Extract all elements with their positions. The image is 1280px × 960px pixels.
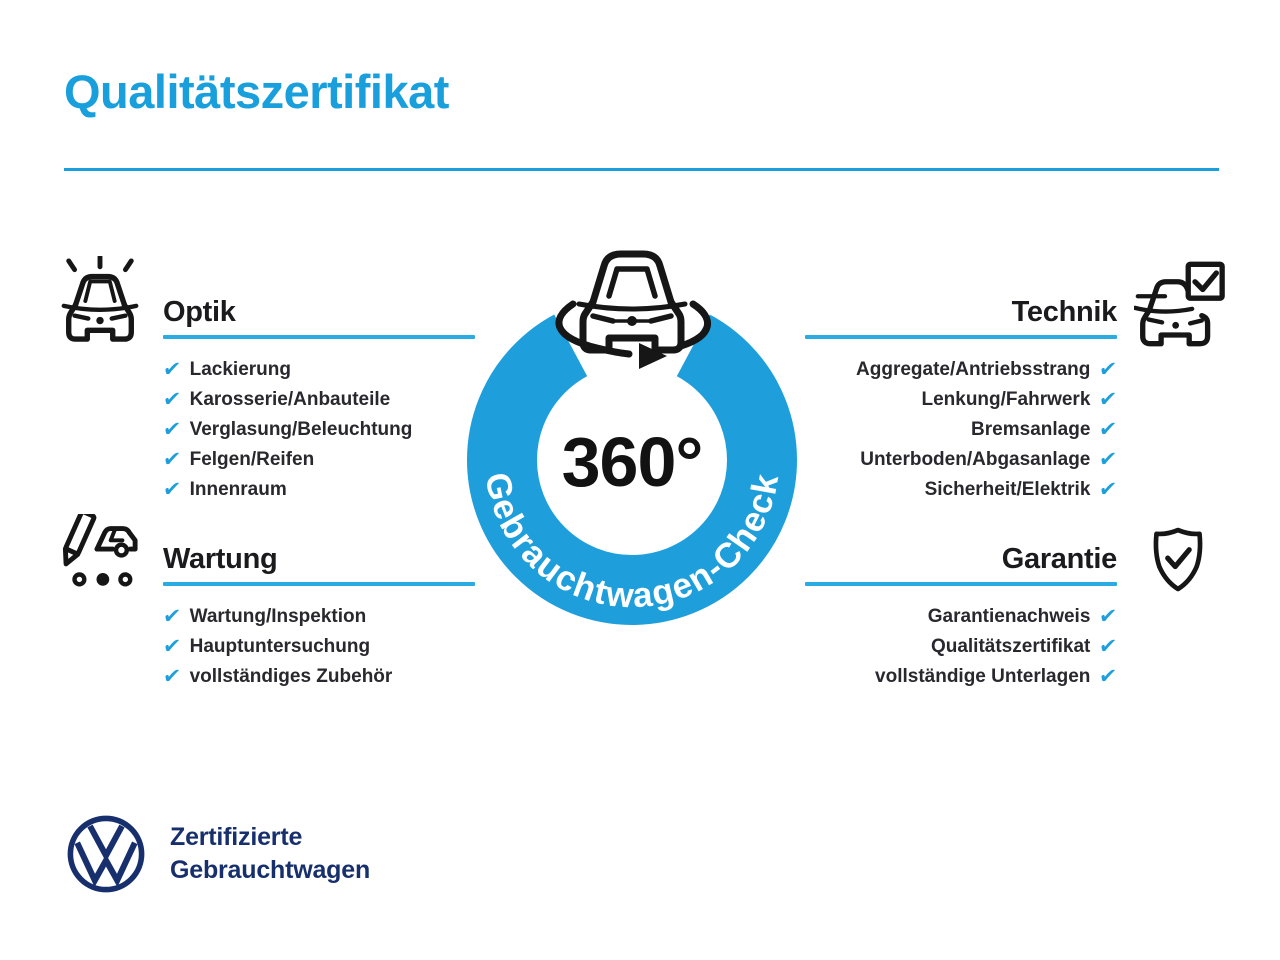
vw-logo [66, 814, 146, 894]
check-icon: ✔ [1098, 387, 1119, 411]
section-garantie [805, 541, 1117, 692]
check-icon: ✔ [161, 387, 182, 411]
check-icon: ✔ [161, 604, 182, 628]
checklist-optik [163, 355, 475, 505]
checklist-item-label: vollständiges Zubehör [189, 666, 393, 687]
checklist-garantie [805, 602, 1117, 692]
checklist-item-label: Aggregate/Antriebsstrang [856, 359, 1091, 380]
degree-label: 360° [561, 423, 703, 501]
section-underline [805, 335, 1117, 339]
checklist-item-label: Lenkung/Fahrwerk [921, 389, 1091, 410]
check-icon: ✔ [161, 634, 182, 658]
ring-label-text: Gebrauchtwagen-Check [477, 469, 787, 616]
check-icon: ✔ [1098, 664, 1119, 688]
checklist-item [163, 385, 475, 415]
section-garantie-title: Garantie [1001, 543, 1117, 575]
checklist-item [805, 415, 1117, 445]
brand-line2: Gebrauchtwagen [170, 856, 371, 884]
shield-check-icon [1149, 524, 1207, 596]
checklist-item-label: Sicherheit/Elektrik [924, 479, 1091, 500]
checklist-item [805, 385, 1117, 415]
checklist-item [805, 355, 1117, 385]
check-icon: ✔ [161, 477, 182, 501]
checklist-item-label: Karosserie/Anbauteile [189, 389, 391, 410]
check-icon: ✔ [1098, 357, 1119, 381]
checklist-item-label: Felgen/Reifen [189, 449, 315, 470]
page-title: Qualitätszertifikat [64, 65, 449, 118]
checklist-item [163, 355, 475, 385]
checklist-item [163, 632, 475, 662]
check-icon: ✔ [161, 357, 182, 381]
checklist-item-label: Qualitätszertifikat [930, 636, 1091, 657]
section-technik [805, 294, 1117, 505]
check-icon: ✔ [1098, 477, 1119, 501]
car-checkbox-icon [1134, 258, 1226, 350]
checklist-wartung [163, 602, 475, 692]
checklist-item [163, 662, 475, 692]
checklist-item [805, 475, 1117, 505]
check-icon: ✔ [1098, 417, 1119, 441]
check-icon: ✔ [161, 664, 182, 688]
pencil-car-icon [54, 514, 140, 592]
section-underline [163, 582, 475, 586]
badge-360-check [440, 240, 830, 650]
brand-line1: Zertifizierte [170, 823, 303, 851]
checklist-item-label: Innenraum [189, 479, 287, 500]
checklist-item-label: Hauptuntersuchung [189, 636, 371, 657]
section-technik-title: Technik [1011, 296, 1117, 328]
title-rule [64, 168, 1219, 171]
checklist-item-label: Garantienachweis [927, 606, 1091, 627]
section-wartung [163, 541, 475, 692]
checklist-item-label: Verglasung/Beleuchtung [189, 419, 413, 440]
brand-text [170, 821, 370, 887]
checklist-item [163, 415, 475, 445]
checklist-item-label: Lackierung [189, 359, 291, 380]
section-underline [163, 335, 475, 339]
checklist-item [163, 475, 475, 505]
section-optik [163, 294, 475, 505]
checklist-item-label: Wartung/Inspektion [189, 606, 367, 627]
check-icon: ✔ [1098, 604, 1119, 628]
section-underline [805, 582, 1117, 586]
checklist-item [805, 632, 1117, 662]
checklist-item [805, 602, 1117, 632]
check-icon: ✔ [1098, 447, 1119, 471]
check-icon: ✔ [161, 447, 182, 471]
checklist-item [163, 602, 475, 632]
check-icon: ✔ [161, 417, 182, 441]
checklist-item [805, 662, 1117, 692]
check-icon: ✔ [1098, 634, 1119, 658]
checklist-item [163, 445, 475, 475]
checklist-item [805, 445, 1117, 475]
checklist-item-label: Bremsanlage [971, 419, 1091, 440]
section-wartung-title: Wartung [163, 543, 278, 575]
checklist-technik [805, 355, 1117, 505]
sparkling-car-icon [56, 256, 144, 344]
checklist-item-label: Unterboden/Abgasanlage [860, 449, 1091, 470]
checklist-item-label: vollständige Unterlagen [875, 666, 1091, 687]
section-optik-title: Optik [163, 296, 236, 328]
